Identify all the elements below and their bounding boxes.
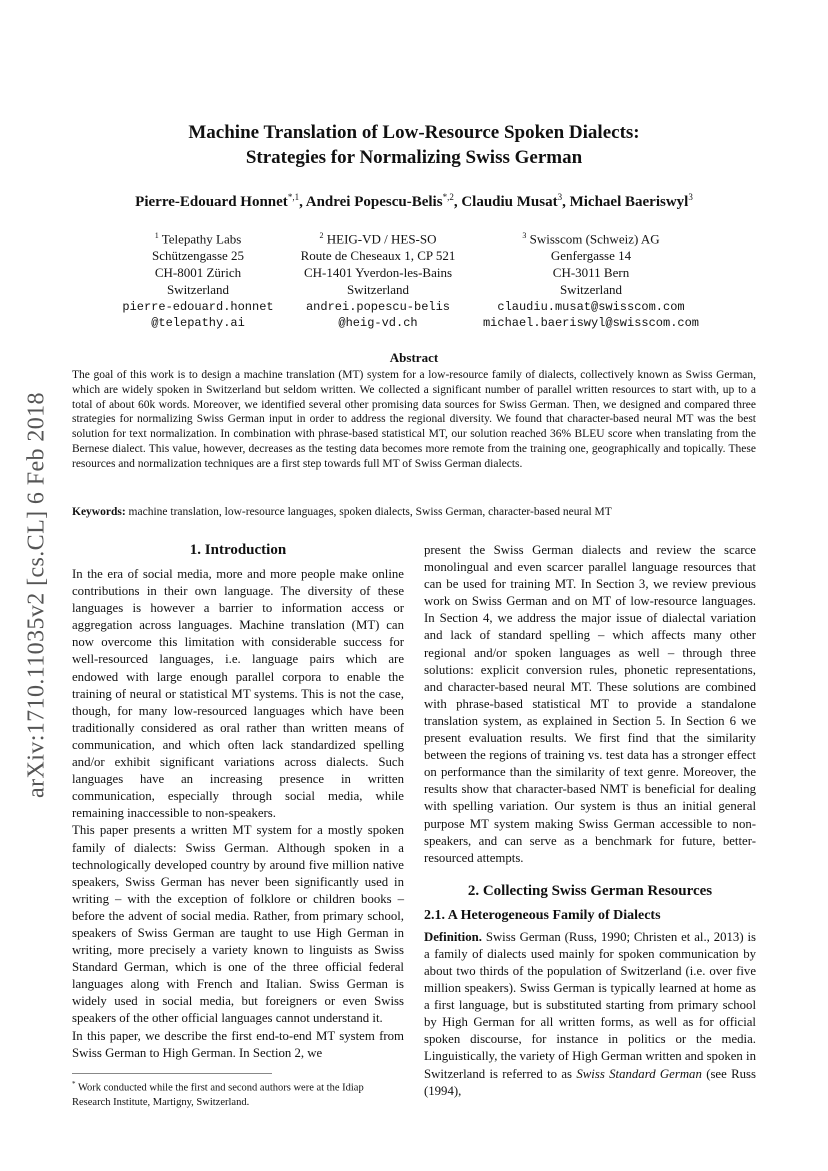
abstract-heading: Abstract bbox=[389, 350, 439, 365]
affiliation-country: Switzerland bbox=[346, 281, 410, 297]
affiliation-email-line-2: @heig-vd.ch bbox=[338, 316, 418, 331]
definition-text: Swiss German (Russ, 1990; Christen et al., 2013) is a family of dialects used mainly for spoken communication by about two thirds of the population of Switzerland (i.e. over five million speakers). Swiss German is typically learned at home as a first language, but is substituted starting from primary school by High German for all written forms, as well as for official spoken discourse, for instance in politics or the media. Linguistically, the variety of High German written and spoken in Switzerland is referred to as bbox=[424, 929, 756, 1081]
author-list: Pierre-Edouard Honnet$^{*,1}$, Andrei Popescu-Belis$^{*,2}$, Claudiu Musat$^3$, Michael Baeriswyl$^3$ bbox=[135, 192, 693, 210]
abstract-text: The goal of this work is to design a machine translation (MT) system for a low-resource family of dialects, collectively known as Swiss German, which are widely spoken in Switzerland but seldom written. We collected a significant number of parallel written resources to start with, up to a total of about 60k words. Moreover, we identified several other promising data sources for Swiss German. Then, we designed and compared three strategies for normalizing Swiss German input in order to address the regional diversity. We found that character-based neural MT was the best solution for text normalization. In combination with phrase-based statistical MT, our solution reached 36% BLEU score when translating from the Bernese dialect. This value, however, decreases as the testing data becomes more remote from the training one, geographically and topically. These resources and normalization techniques are a first step towards full MT of Swiss German dialects. bbox=[72, 369, 756, 470]
definition-paragraph bbox=[424, 929, 756, 1100]
title-line-1: Machine Translation of Low-Resource Spoken Dialects: bbox=[188, 122, 640, 143]
affiliation-org: Telepathy Labs bbox=[161, 231, 242, 247]
author-name: Michael Baeriswyl bbox=[569, 194, 689, 210]
affiliation-street: Genfergasse 14 bbox=[550, 248, 632, 264]
paper-title bbox=[0, 120, 828, 170]
footnote-mark: * bbox=[72, 1080, 76, 1088]
keywords-label: Keywords: bbox=[72, 506, 126, 518]
intro-paragraph-continued: present the Swiss German dialects and review the scarce monolingual and even scarcer parallel language resources that can be used for training MT. In Section 3, we review previous work on Swiss German and on MT of low-resource languages. In Section 4, we address the major issue of dialectal variation and lack of standard spelling – which affects many other regional and/or spoken languages as well – through three solutions: explicit conversion rules, phonetic representations, and character-based neural MT. These solutions are combined with phrase-based statistical MT to provide a standalone translation system, as explained in Section 5. In Section 6 we present evaluation results. We first find that the similarity between the regions of training vs. test data has a stronger effect on performance than the similarity of text genre. Moreover, the results show that character-based NMT is beneficial for dealing with spelling variation. Our system is thus an initial general purpose MT system making Swiss German accessible to non-speakers, and can serve as a benchmark for future, better-resourced attempts. bbox=[424, 543, 756, 865]
affiliation-email-line-2: michael.baeriswyl@swisscom.com bbox=[482, 316, 700, 331]
footnote-text: Work conducted while the first and second authors were at the Idiap Research Institute, Martigny, Switzerland. bbox=[72, 1082, 364, 1108]
definition-tail: (see Russ (1994), bbox=[424, 1066, 757, 1098]
title-line-2: Strategies for Normalizing Swiss German bbox=[245, 147, 583, 168]
keywords-text: machine translation, low-resource languages, spoken dialects, Swiss German, character-based neural MT bbox=[128, 506, 612, 518]
affiliation-org: HEIG-VD / HES-SO bbox=[326, 231, 437, 247]
section-heading-introduction: 1. Introduction bbox=[189, 542, 287, 558]
affiliation-country: Switzerland bbox=[166, 281, 230, 297]
section-heading-resources: 2. Collecting Swiss German Resources bbox=[467, 882, 713, 899]
affiliation-city: CH-3011 Bern bbox=[552, 264, 630, 280]
affiliation-email-line-1: claudiu.musat@swisscom.com bbox=[497, 299, 685, 314]
affiliation-number: 1 bbox=[154, 231, 159, 240]
affiliation-number: 3 bbox=[522, 231, 527, 240]
intro-paragraph-3: In this paper, we describe the first end-to-end MT system from Swiss German to High German. In Section 2, we bbox=[72, 1028, 404, 1060]
affiliation-street: Route de Cheseaux 1, CP 521 bbox=[300, 248, 456, 264]
author-mark: *,1 bbox=[287, 192, 300, 202]
affiliation-city: CH-1401 Yverdon-les-Bains bbox=[303, 264, 453, 280]
subsection-heading-dialects: 2.1. A Heterogeneous Family of Dialects bbox=[424, 907, 661, 923]
affiliation-1 bbox=[108, 228, 288, 332]
author-mark: 3 bbox=[557, 192, 563, 202]
affiliation-2 bbox=[288, 228, 468, 332]
arxiv-id-text: arXiv:1710.11035v2 [cs.CL] 6 Feb 2018 bbox=[23, 392, 50, 798]
right-column bbox=[424, 542, 756, 1100]
author-mark: 3 bbox=[688, 192, 693, 202]
author-name: Pierre-Edouard Honnet bbox=[135, 194, 288, 210]
arxiv-side-stamp bbox=[22, 372, 52, 818]
author-mark: *,2 bbox=[442, 192, 454, 202]
left-column bbox=[72, 540, 404, 1062]
affiliation-city: CH-8001 Zürich bbox=[154, 264, 242, 280]
affiliation-email-line-1: pierre-edouard.honnet bbox=[122, 299, 274, 314]
affiliation-country: Switzerland bbox=[559, 281, 623, 297]
keywords-line bbox=[72, 506, 756, 518]
affiliation-email-line-2: @telepathy.ai bbox=[151, 316, 245, 331]
footnote-rule bbox=[72, 1073, 272, 1074]
affiliation-3 bbox=[466, 228, 716, 332]
intro-paragraph-1: In the era of social media, more and more people make online contributions in their own language. The diversity of these languages is however a barrier to information access or aggregation across languages. Machine translation (MT) can now overcome this limitation with considerable success for well-resourced languages, i.e. language pairs which are endowed with large enough parallel corpora to enable the training of neural or statistical MT systems. This is not the case, though, for many low-resourced languages which have been traditionally considered as oral rather than written means of communication, and which often lack standardized spelling and/or exhibit significant variations across dialects. Such languages have an increasing presence in written communication, especially through social media, while remaining inaccessible to non-speakers. bbox=[72, 567, 404, 821]
affiliation-email-line-1: andrei.popescu-belis bbox=[305, 299, 451, 314]
intro-paragraph-2: This paper presents a written MT system for a mostly spoken family of dialects: Swiss German. Although spoken in a technologically developed country by around five million native speakers, Swiss German has never been significantly used in writing – with the exception of folklore or children books – before the advent of social media. Rather, from primary school, speakers of Swiss German are taught to use High German in writing, more precisely a variety known to linguists as Swiss Standard German, which is one of the three official federal languages along with French and Italian. Swiss German is widely used in social media, but foreigners or even Swiss speakers of the other official languages cannot understand it. bbox=[72, 823, 404, 1026]
author-name: Claudiu Musat bbox=[461, 194, 558, 210]
affiliation-org: Swisscom (Schweiz) AG bbox=[529, 231, 660, 247]
affiliation-number: 2 bbox=[319, 231, 324, 240]
definition-label: Definition. bbox=[424, 929, 482, 944]
footnote bbox=[72, 1077, 404, 1110]
author-name: Andrei Popescu-Belis bbox=[305, 194, 443, 210]
affiliation-street: Schützengasse 25 bbox=[151, 248, 245, 264]
definition-italic-term: Swiss Standard German bbox=[576, 1066, 702, 1081]
